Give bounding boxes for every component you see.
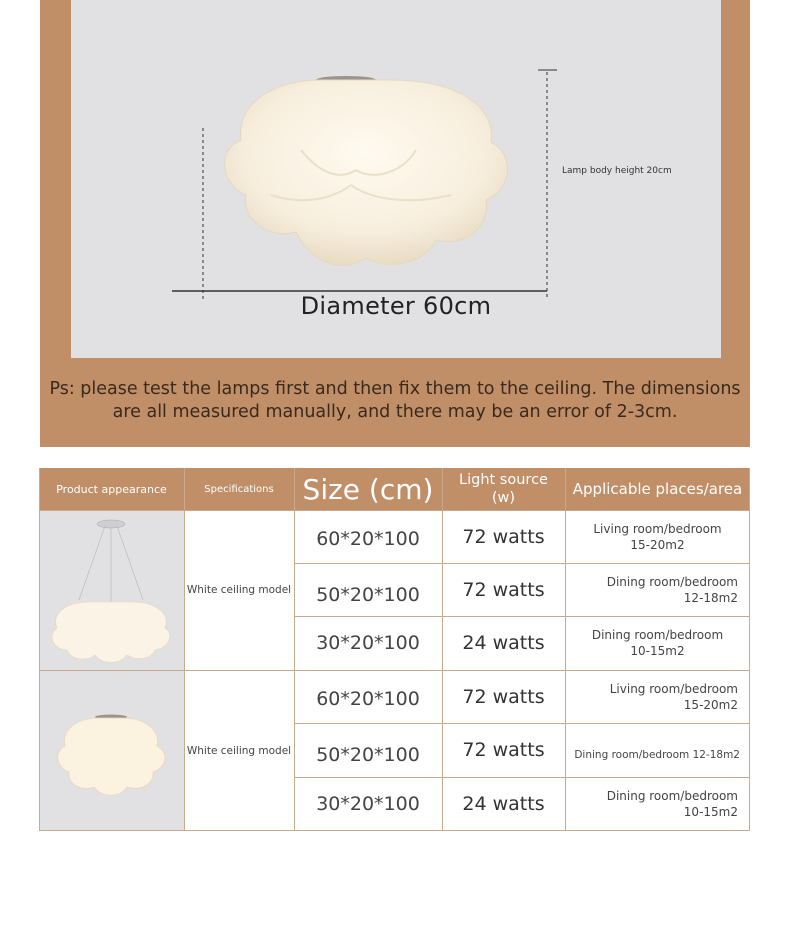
header-light-source: Light source (w) bbox=[442, 468, 565, 510]
place-cell: Dining room/bedroom 10-15m2 bbox=[606, 789, 738, 819]
header-size: Size (cm) bbox=[294, 468, 442, 510]
place-cell: Living room/bedroom 15-20m2 bbox=[593, 521, 722, 552]
product-image-ceiling bbox=[39, 670, 184, 831]
watts-cell: 72 watts bbox=[462, 578, 545, 601]
lamp-shade bbox=[225, 80, 508, 266]
grid-line bbox=[294, 616, 750, 617]
watts-cell: 72 watts bbox=[462, 685, 545, 708]
size-cell: 60*20*100 bbox=[316, 528, 420, 550]
place-cell: Living room/bedroom 15-20m2 bbox=[609, 681, 738, 712]
grid-line bbox=[39, 468, 40, 831]
place-cell: Dining room/bedroom 10-15m2 bbox=[591, 628, 724, 658]
grid-line bbox=[39, 830, 750, 831]
place-cell: Dining room/bedroom 12-18m2 bbox=[574, 749, 740, 761]
grid-line bbox=[294, 563, 750, 564]
header-specifications: Specifications bbox=[184, 468, 294, 510]
spec-group-1: White ceiling model bbox=[186, 584, 292, 596]
spec-table bbox=[39, 468, 750, 831]
watts-cell: 24 watts bbox=[462, 632, 545, 654]
size-cell: 30*20*100 bbox=[316, 632, 420, 654]
grid-line bbox=[39, 510, 750, 511]
diameter-label: Diameter 60cm bbox=[300, 292, 492, 320]
grid-line bbox=[294, 777, 750, 778]
header-places: Applicable places/area bbox=[565, 468, 750, 510]
size-cell: 30*20*100 bbox=[316, 793, 420, 815]
dimension-photo bbox=[71, 0, 721, 358]
watts-cell: 24 watts bbox=[462, 793, 545, 815]
size-cell: 50*20*100 bbox=[316, 583, 420, 606]
size-cell: 60*20*100 bbox=[316, 688, 420, 710]
product-image-pendant bbox=[39, 510, 184, 670]
measurement-note: Ps: please test the lamps first and then fix them to the ceiling. The dimensions are all measured manually, and there may be an error of 2-3cm. bbox=[49, 379, 741, 422]
grid-line bbox=[294, 723, 750, 724]
header-appearance: Product appearance bbox=[39, 468, 184, 510]
grid-line bbox=[39, 670, 750, 671]
watts-cell: 72 watts bbox=[462, 739, 545, 761]
watts-cell: 72 watts bbox=[462, 525, 545, 548]
place-cell: Dining room/bedroom 12-18m2 bbox=[606, 574, 738, 605]
height-label: Lamp body height 20cm bbox=[562, 166, 672, 176]
grid-line bbox=[184, 468, 185, 831]
spec-group-2: White ceiling model bbox=[186, 744, 292, 757]
size-cell: 50*20*100 bbox=[316, 744, 420, 766]
